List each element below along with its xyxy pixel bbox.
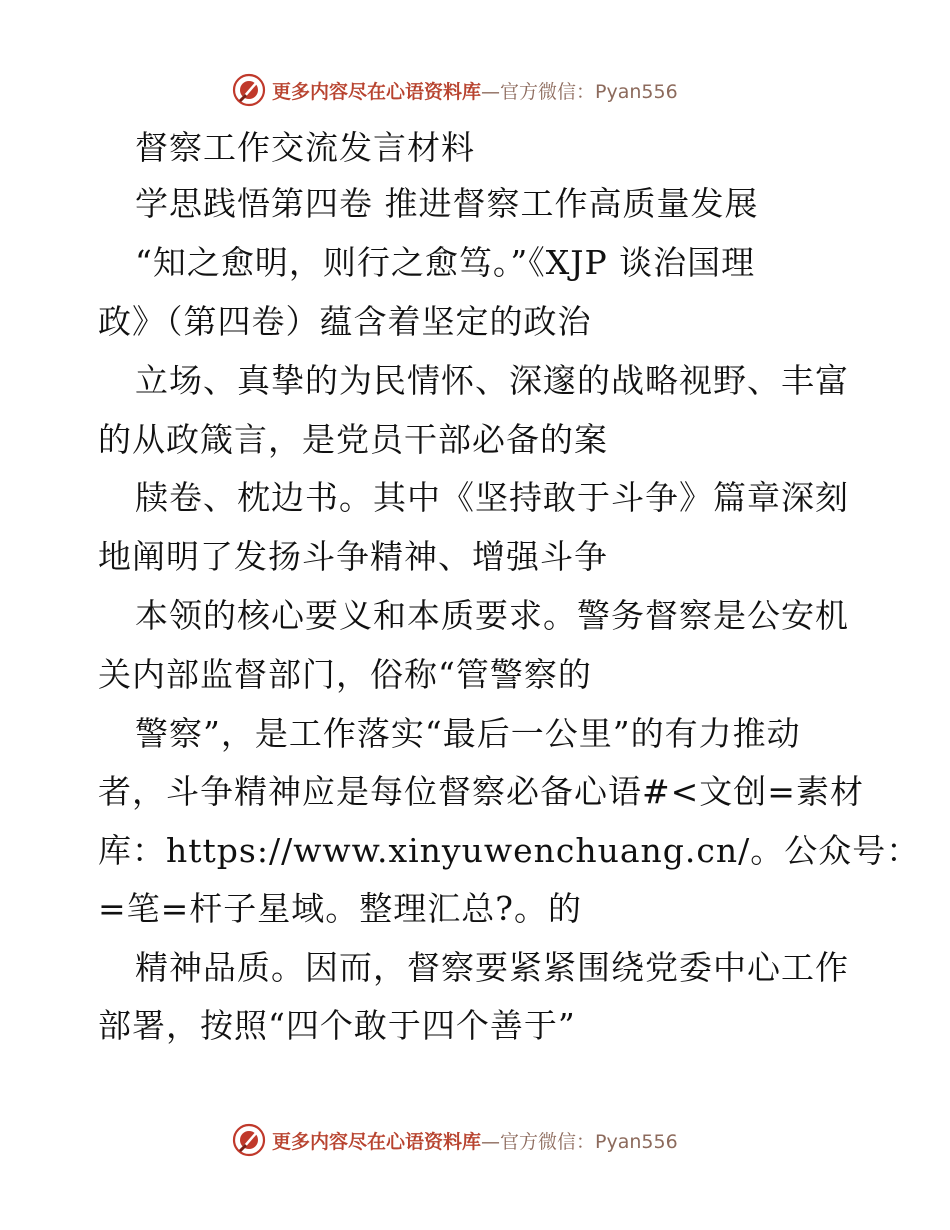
doc-line-11: 警察”，是工作落实“最后一公里”的有力推动: [135, 714, 801, 753]
footer-banner-text: [272, 1127, 678, 1154]
doc-line-9: 本领的核心要义和本质要求。警务督察是公安机: [135, 596, 849, 635]
footer-text-sub: —官方微信：Pyan556: [481, 1130, 678, 1153]
header-banner-text: [272, 77, 678, 104]
doc-line-6: 的从政箴言，是党员干部必备的案: [98, 420, 608, 459]
doc-line-12: 者，斗争精神应是每位督察必备心语#<文创=素材: [98, 772, 864, 811]
brand-logo-icon: [232, 73, 266, 107]
doc-line-13: 库：https://www.xinyuwenchuang.cn/。公众号：: [98, 831, 921, 870]
brand-logo-icon: [232, 1123, 266, 1157]
footer-text-main: 更多内容尽在心语资料库: [272, 1130, 482, 1153]
doc-line-15: 精神品质。因而，督察要紧紧围绕党委中心工作: [135, 948, 849, 987]
doc-line-7: 牍卷、枕边书。其中《坚持敢于斗争》篇章深刻: [135, 478, 849, 517]
footer-banner: [232, 1123, 712, 1157]
doc-line-5: 立场、真挚的为民情怀、深邃的战略视野、丰富: [135, 361, 849, 400]
doc-title: 督察工作交流发言材料: [135, 128, 475, 167]
doc-line-3: “知之愈明，则行之愈笃。”《XJP 谈治国理: [135, 243, 756, 282]
header-text-main: 更多内容尽在心语资料库: [272, 80, 482, 103]
doc-line-16: 部署，按照“四个敢于四个善于”: [98, 1006, 576, 1045]
doc-subtitle: 学思践悟第四卷 推进督察工作高质量发展: [135, 184, 759, 223]
doc-line-10: 关内部监督部门，俗称“管警察的: [98, 655, 592, 694]
header-text-sub: —官方微信：Pyan556: [481, 80, 678, 103]
header-banner: [232, 73, 712, 107]
doc-line-8: 地阐明了发扬斗争精神、增强斗争: [98, 537, 608, 576]
doc-line-4: 政》（第四卷）蕴含着坚定的政治: [98, 302, 592, 341]
doc-line-14: =笔=杆子星域。整理汇总?。的: [98, 889, 582, 928]
